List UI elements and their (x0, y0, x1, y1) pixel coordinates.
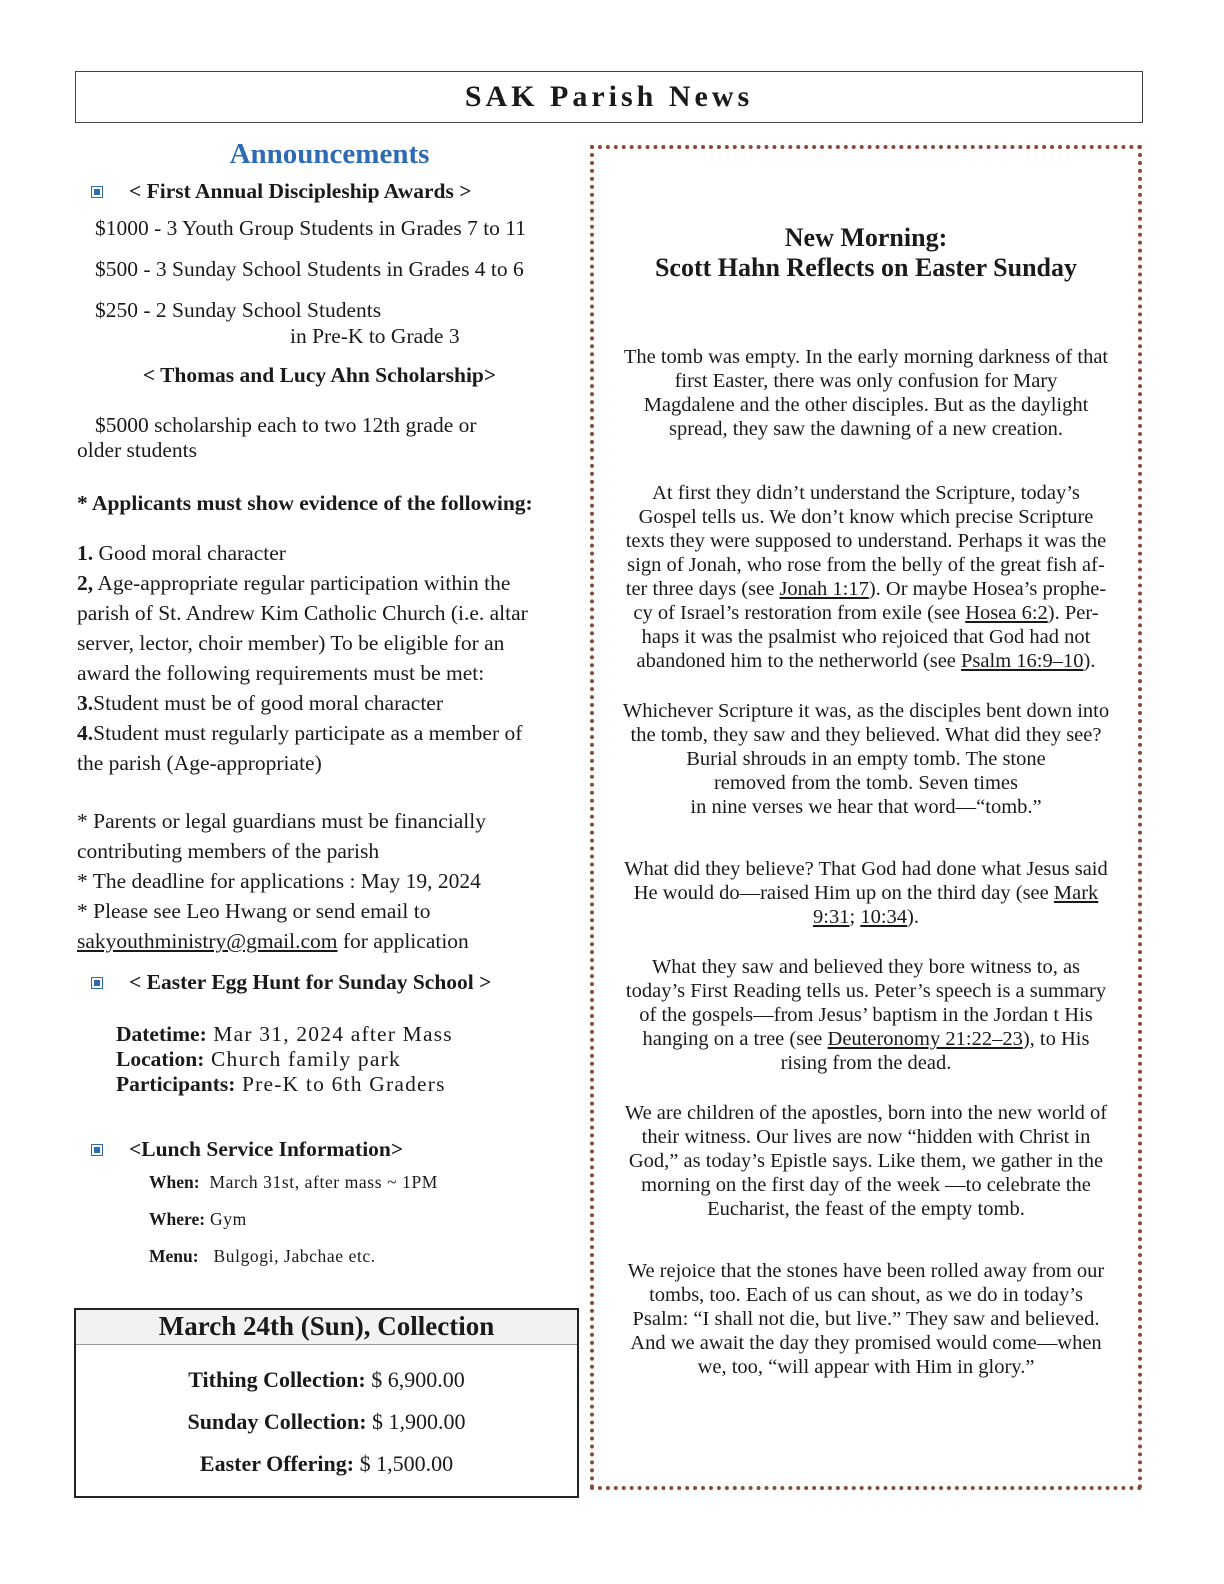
scripture-link[interactable]: 9:31 (813, 906, 850, 928)
scripture-link[interactable]: Hosea 6:2 (965, 602, 1048, 624)
article-title: New Morning: Scott Hahn Reflects on Easter Sunday (654, 223, 1078, 282)
requirement-2: 2, Age-appropriate regular participation within the (77, 571, 511, 595)
scripture-link[interactable]: 10:34 (860, 906, 908, 928)
note-email-line: sakyouthministry@gmail.com for application (77, 929, 469, 953)
note-parents: * Parents or legal guardians must be financially (77, 809, 486, 833)
article-paragraph: What they saw and believed they bore witness to, as today’s First Reading tells us. Peter’s speech is a summary of the gospels—from Jesus’ baptism in the Jordan t His hanging on a tree (see Deuteronomy 21:22–23), to His rising from the dead. (625, 956, 1107, 1074)
note-contact: * Please see Leo Hwang or send email to (77, 899, 431, 923)
scholarship-line: older students (77, 438, 198, 462)
bullet-icon (91, 1144, 103, 1156)
collection-title: March 24th (Sun), Collection (76, 1310, 577, 1345)
award-item-continuation: in Pre-K to Grade 3 (290, 324, 460, 348)
requirement-3: 3.Student must be of good moral character (77, 691, 443, 715)
tithing-row: Tithing Collection: $ 6,900.00 (188, 1367, 465, 1392)
scripture-link[interactable]: Deuteronomy 21:22–23 (827, 1028, 1023, 1050)
egg-hunt-heading (77, 970, 582, 995)
requirement-1: 1. Good moral character (77, 541, 286, 565)
lunch-menu: Menu: Bulgogi, Jabchae etc. (149, 1246, 376, 1266)
bullet-icon (91, 186, 103, 198)
article-paragraph: At first they didn’t understand the Scripture, today’s Gospel tells us. We don’t know which precise Scripture texts they were supposed to understand. Perhaps it was the sign of Jonah, who rose from the belly of the great fish af- ter three days (see Jonah 1:17). Or maybe Hosea’s prophe- cy of Israel’s restoration from exile (see Hosea 6:2). Per- haps it was the psalmist who rejoiced that God had not abandoned him to the netherworld (see Psalm 16:9–10). (625, 482, 1107, 672)
egg-hunt-heading-text: < Easter Egg Hunt for Sunday School > (129, 970, 492, 994)
award-item: $500 - 3 Sunday School Students in Grades 4 to 6 (95, 257, 524, 281)
lunch-where: Where: Gym (149, 1209, 247, 1229)
article-paragraph: The tomb was empty. In the early morning darkness of that first Easter, there was only confusion for Mary Magdalene and the other disciples. But as the daylight spread, they saw the dawning of a new creation. (623, 346, 1109, 440)
reflection-article (590, 145, 1142, 1490)
sunday-row: Sunday Collection: $ 1,900.00 (187, 1409, 466, 1434)
easter-row: Easter Offering: $ 1,500.00 (199, 1451, 454, 1476)
article-paragraph: We rejoice that the stones have been rolled away from our tombs, too. Each of us can shout, as we do in today’s Psalm: “I shall not die, but live.” They saw and believed. And we await the day they promised would come—when we, too, “will appear with Him in glory.” (627, 1260, 1105, 1378)
applicants-heading: * Applicants must show evidence of the following: (77, 491, 533, 515)
requirement-2-cont: parish of St. Andrew Kim Catholic Church (i.e. altar (77, 601, 528, 625)
collection-box (74, 1308, 579, 1498)
requirement-2-cont: server, lector, choir member) To be eligible for an (77, 631, 505, 655)
awards-heading-text: < First Annual Discipleship Awards > (129, 179, 472, 203)
announcements-column (77, 132, 582, 1275)
scripture-link[interactable]: Jonah 1:17 (779, 578, 869, 600)
lunch-when: When: March 31st, after mass ~ 1PM (149, 1172, 438, 1192)
lunch-heading (77, 1137, 582, 1162)
scholarship-line: $5000 scholarship each to two 12th grade or (95, 413, 477, 437)
scholarship-heading: < Thomas and Lucy Ahn Scholarship> (142, 363, 497, 387)
article-paragraph: Whichever Scripture it was, as the disciples bent down into the tomb, they saw and they believed. What did they see? Burial shrouds in an empty tomb. The stone removed from the tomb. Seven times in nine verses we hear that word—“tomb.” (622, 700, 1110, 818)
requirement-2-cont: award the following requirements must be met: (77, 661, 485, 685)
newsletter-title: SAK Parish News (75, 71, 1143, 123)
email-link[interactable]: sakyouthministry@gmail.com (77, 929, 338, 953)
article-paragraph: What did they believe? That God had done what Jesus said He would do—raised Him up on the third day (see Mark 9:31; 10:34). (624, 858, 1108, 928)
requirement-4: 4.Student must regularly participate as a member of (77, 721, 523, 745)
note-parents-cont: contributing members of the parish (77, 839, 380, 863)
scripture-link[interactable]: Psalm 16:9–10 (961, 650, 1084, 672)
article-paragraph: We are children of the apostles, born into the new world of their witness. Our lives are now “hidden with Christ in God,” as today’s Epistle says. Like them, we gather in the morning on the first day of the week —to celebrate the Eucharist, the feast of the empty tomb. (624, 1102, 1108, 1220)
note-deadline: * The deadline for applications : May 19, 2024 (77, 869, 481, 893)
egg-participants: Participants: Pre-K to 6th Graders (116, 1072, 446, 1096)
scripture-link[interactable]: Mark (1053, 882, 1099, 904)
requirement-4-cont: the parish (Age-appropriate) (77, 751, 322, 775)
bullet-icon (91, 977, 103, 989)
egg-datetime: Datetime: Mar 31, 2024 after Mass (116, 1022, 453, 1046)
awards-heading (77, 179, 582, 204)
award-item: $250 - 2 Sunday School Students (95, 298, 382, 322)
award-item: $1000 - 3 Youth Group Students in Grades 7 to 11 (95, 216, 526, 240)
announcements-heading: Announcements (229, 138, 430, 170)
egg-location: Location: Church family park (116, 1047, 401, 1071)
lunch-heading-text: <Lunch Service Information> (129, 1137, 404, 1161)
